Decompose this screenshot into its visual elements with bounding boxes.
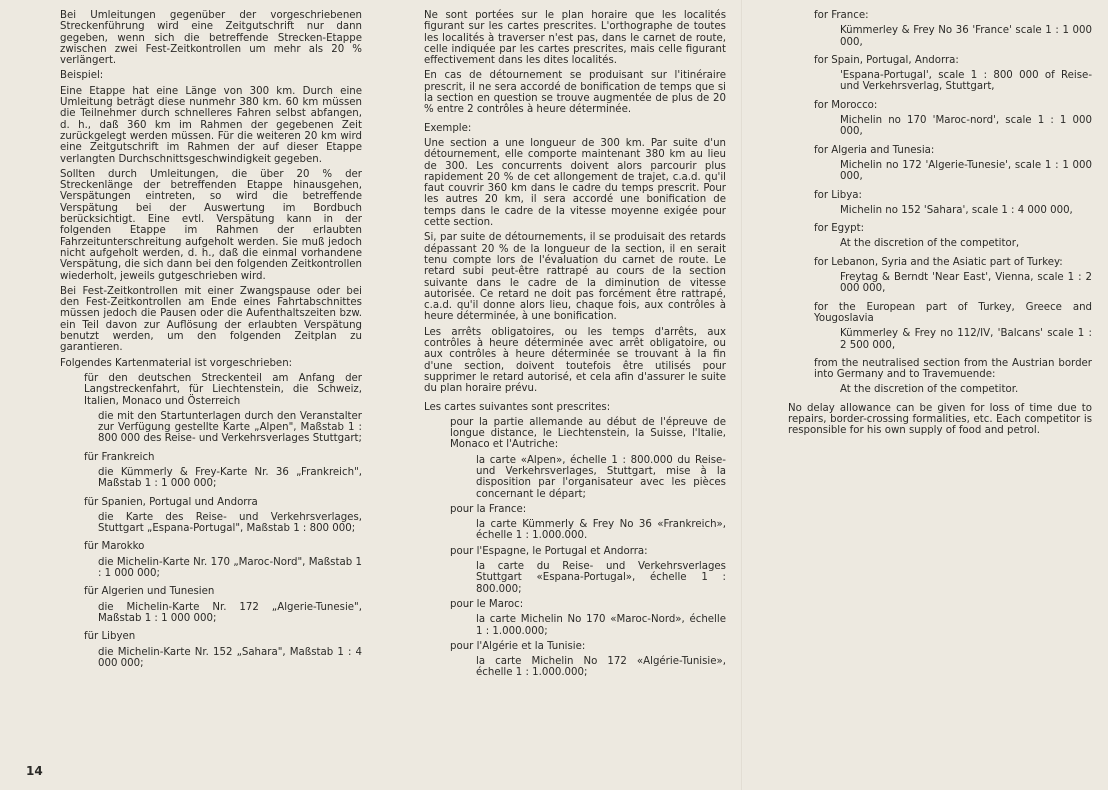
paragraph: Les arrêts obligatoires, ou les temps d'arrêts, aux contrôles à heure déterminée avec arrêt obligatoire, ou aux contrôles à heure déterminée se trouvant à la fin d'une section, doivent toutefois être utilisés pour supprimer le retard autorisé, et cela afin d'assurer le suite du plan horaire prévu.	[424, 326, 726, 395]
column-french	[424, 10, 726, 683]
map-detail: Michelin no 152 'Sahara', scale 1 : 4 000 000,	[840, 204, 1073, 216]
column-german	[60, 10, 362, 673]
column-english	[788, 10, 1092, 441]
map-region: pour la partie allemande au début de l'épreuve de longue distance, le Liechtenstein, la Suisse, l'Italie, Monaco et l'Autriche:	[450, 416, 726, 451]
paragraph: Une section a une longueur de 300 km. Par suite d'un détournement, elle comporte maintenant 380 km au lieu de 300. Les concurrents doivent alors parcourir plus rapidement 20 % de cet allongement de trajet, c.a.d. qu'il faut couvrir 360 km dans le cadre du temps prescrit. Pour les autres 20 km, il sera accordé une bonification de temps dans le cadre de la vitesse moyenne exigée pour cette section.	[424, 137, 726, 229]
map-region: for Lebanon, Syria and the Asiatic part of Turkey:	[814, 256, 1063, 268]
paragraph: En cas de détournement se produisant sur l'itinéraire prescrit, il ne sera accordé de bonification de temps que si la section en question se trouve augmentée de plus de 20 % entre 2 contrôles à heure déterminée.	[424, 70, 726, 116]
map-region: für den deutschen Streckenteil am Anfang der Langstreckenfahrt, für Liechtenstein, die Schweiz, Italien, Monaco und Österreich	[84, 372, 362, 407]
map-region: for Morocco:	[814, 99, 878, 111]
map-region: pour la France:	[450, 503, 527, 515]
map-detail: die Michelin-Karte Nr. 170 „Maroc-Nord", Maßstab 1 : 1 000 000;	[98, 556, 362, 580]
map-region: pour l'Espagne, le Portugal et Andorra:	[450, 545, 648, 557]
map-region: für Libyen	[84, 631, 136, 643]
map-detail: die Kümmerly & Frey-Karte Nr. 36 „Frankreich", Maßstab 1 : 1 000 000;	[98, 466, 362, 490]
map-detail: la carte Kümmerly & Frey No 36 «Frankreich», échelle 1 : 1.000.000.	[476, 519, 726, 542]
map-detail: Freytag & Berndt 'Near East', Vienna, scale 1 : 2 000 000,	[840, 272, 1092, 295]
paragraph: Bei Umleitungen gegenüber der vorgeschriebenen Streckenführung wird eine Zeitgutschrift nur dann gegeben, wenn sich die betreffende Strecken-Etappe zwischen zwei Fest-Zeitkontrollen um mehr als 20 % verlängert.	[60, 10, 362, 67]
label: Beispiel:	[60, 70, 104, 82]
map-region: from the neutralised section from the Austrian border into Germany and to Travemuende:	[814, 357, 1092, 381]
map-detail: la carte Michelin No 170 «Maroc-Nord», échelle 1 : 1.000.000;	[476, 614, 726, 637]
map-region: pour l'Algérie et la Tunisie:	[450, 640, 586, 652]
map-detail: Kümmerley & Frey no 112/IV, 'Balcans' scale 1 : 2 500 000,	[840, 328, 1092, 351]
paragraph: Bei Fest-Zeitkontrollen mit einer Zwangspause oder bei den Fest-Zeitkontrollen am Ende eines Fahrtabschnittes müssen jedoch die Pausen oder die Aufenthaltszeiten bzw. ein Teil davon zur Auflösung der erlaubten Verspätung benutzt werden, um den folgenden Zeitplan zu garantieren.	[60, 285, 362, 354]
page-gutter	[741, 0, 743, 790]
label: Exemple:	[424, 122, 472, 134]
map-detail: die mit den Startunterlagen durch den Veranstalter zur Verfügung gestellte Karte „Alpen", Maßstab 1 : 800 000 des Reise- und Verkehrsverlages Stuttgart;	[98, 410, 362, 445]
label: Folgendes Kartenmaterial ist vorgeschrieben:	[60, 357, 293, 369]
map-detail: 'Espana-Portugal', scale 1 : 800 000 of Reise- und Verkehrsverlag, Stuttgart,	[840, 70, 1092, 93]
map-detail: la carte du Reise- und Verkehrsverlages Stuttgart «Espana-Portugal», échelle 1 : 800.000;	[476, 561, 726, 595]
paragraph: Sollten durch Umleitungen, die über 20 % der Streckenlänge der betreffenden Etappe hinausgehen, Verspätungen eintreten, so wird die betreffende Verspätung bei der Auswertung im Bordbuch berücksichtigt. Eine evtl. Verspätung kann in der folgenden Etappe im Rahmen der erlaubten Fahrzeitunterschreitung aufgeholt werden. Sie muß jedoch nicht aufgeholt werden, d. h., daß die einmal vorhandene Verspätung, die sich dann bei den folgenden Zeitkontrollen wiederholt, jeweils gutgeschrieben wird.	[60, 168, 362, 282]
map-region: for Algeria and Tunesia:	[814, 144, 935, 156]
map-detail: At the discretion of the competitor,	[840, 238, 1020, 250]
map-detail: die Karte des Reise- und Verkehrsverlages, Stuttgart „Espana-Portugal", Maßstab 1 : 800 000;	[98, 511, 362, 535]
map-detail: Kümmerley & Frey No 36 'France' scale 1 : 1 000 000,	[840, 25, 1092, 48]
map-region: pour le Maroc:	[450, 598, 524, 610]
map-region: for the European part of Turkey, Greece and Yougoslavia	[814, 301, 1092, 324]
map-region: für Marokko	[84, 541, 145, 553]
paragraph: No delay allowance can be given for loss of time due to repairs, border-crossing formalities, etc. Each competitor is responsible for his own supply of food and petrol.	[788, 402, 1092, 437]
map-region: for Libya:	[814, 189, 862, 201]
map-detail: die Michelin-Karte Nr. 152 „Sahara", Maßstab 1 : 4 000 000;	[98, 646, 362, 669]
map-detail: die Michelin-Karte Nr. 172 „Algerie-Tunesie", Maßstab 1 : 1 000 000;	[98, 601, 362, 624]
map-detail: At the discretion of the competitor.	[840, 384, 1019, 396]
map-detail: Michelin no 172 'Algerie-Tunesie', scale 1 : 1 000 000,	[840, 159, 1092, 183]
paragraph: Si, par suite de détournements, il se produisait des retards dépassant 20 % de la longueur de la section, il en serait tenu compte lors de l'évaluation du carnet de route. Le retard subi peut-être rattrapé au cours de la section suivante dans le cadre de la diminution de vitesse autorisée. Ce retard ne doit pas forcément être rattrapé, c.a.d. qu'il donne alors lieu, chaque fois, aux contrôles à heure déterminée, à une bonification.	[424, 232, 726, 323]
paragraph: Eine Etappe hat eine Länge von 300 km. Durch eine Umleitung beträgt diese nunmehr 380 km. 60 km müssen die Teilnehmer durch schnelleres Fahren selbst abfangen, d. h., daß 360 km im Rahmen der gegebenen Zeit zurückgelegt werden müssen. Für die weiteren 20 km wird eine Zeitgutschrift im Rahmen der auf dieser Etappe verlangten Durchschnittsgeschwindigkeit gegeben.	[60, 85, 362, 165]
map-detail: la carte «Alpen», échelle 1 : 800.000 du Reise- und Verkehrsverlages, Stuttgart, mise à la disposition par l'organisateur avec les pièces concernant le départ;	[476, 454, 726, 500]
paragraph: Ne sont portées sur le plan horaire que les localités figurant sur les cartes prescrites. L'orthographe de toutes les localités à traverser n'est pas, dans le carnet de route, celle indiquée par les cartes prescrites, mais celle figurant effectivement dans les dites localités.	[424, 10, 726, 67]
map-detail: la carte Michelin No 172 «Algérie-Tunisie», échelle 1 : 1.000.000;	[476, 656, 726, 679]
map-detail: Michelin no 170 'Maroc-nord', scale 1 : 1 000 000,	[840, 115, 1092, 138]
map-region: for France:	[814, 10, 869, 21]
label: Les cartes suivantes sont prescrites:	[424, 401, 611, 413]
map-region: für Spanien, Portugal und Andorra	[84, 496, 258, 508]
page-number: 14	[26, 764, 43, 778]
map-region: für Frankreich	[84, 451, 155, 463]
map-region: for Spain, Portugal, Andorra:	[814, 54, 959, 66]
map-region: for Egypt:	[814, 223, 865, 235]
map-region: für Algerien und Tunesien	[84, 586, 215, 598]
